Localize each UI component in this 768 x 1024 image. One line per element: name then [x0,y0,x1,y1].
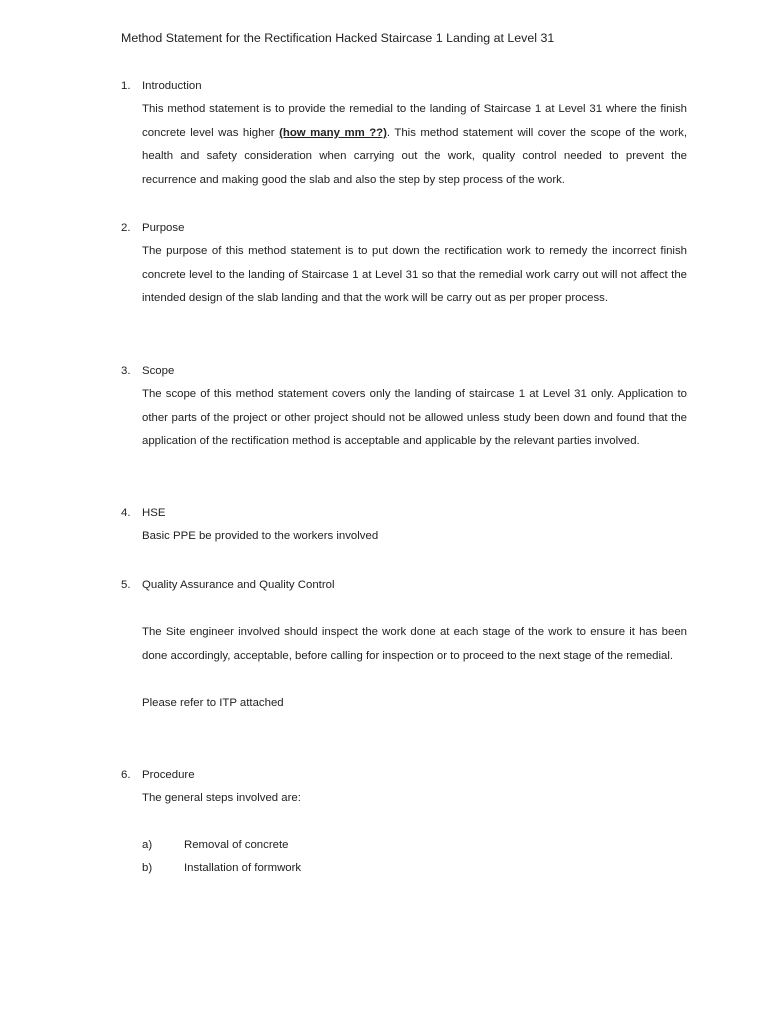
section-body [142,525,687,549]
section-heading [121,220,687,236]
purpose-paragraph: The purpose of this method statement is to put down the rectification work to remedy the incorrect finish concrete level to the landing of Staircase 1 at Level 31 so that the remedial work carry out will not affect the intended design of the slab landing and that the work will be carry out as per proper process. [142,245,687,305]
section-heading [121,78,687,94]
section-title: HSE [142,507,166,519]
hse-paragraph: Basic PPE be provided to the workers involved [142,530,379,542]
step-marker: a) [142,838,153,851]
procedure-step [142,857,687,881]
section-title: Quality Assurance and Quality Control [142,579,335,591]
quality-paragraph: The Site engineer involved should inspect the work done at each stage of the work to ensure it has been done accordingly, acceptable, before calling for inspection or to proceed to the next stage of the remedial. [142,626,687,662]
itp-reference: Please refer to ITP attached [142,696,284,709]
procedure-step [142,834,687,858]
section-number: 6. [121,769,131,781]
section-number: 4. [121,507,131,519]
section-quality [121,577,687,715]
section-title: Introduction [142,80,202,92]
procedure-steps [142,834,687,881]
section-number: 1. [121,80,131,92]
section-body [142,240,687,311]
section-heading [121,767,687,783]
procedure-intro: The general steps involved are: [142,792,301,804]
step-label: Installation of formwork [184,862,302,875]
intro-text-start: This method statement is to provide the remedial to the landing of Staircase 1 at Level 31 where the finish concrete level was higher [142,103,687,139]
section-title: Procedure [142,769,195,781]
section-heading [121,505,687,521]
document-title: Method Statement for the Rectification Hacked Staircase 1 Landing at Level 31 [121,31,555,45]
introduction-paragraph [142,98,687,192]
section-scope [121,363,687,454]
section-heading [121,363,687,379]
paragraph-gap [142,668,687,692]
intro-text-end: . This method statement will cover the scope of the work, health and safety consideration when carrying out the work, quality control needed to prevent the recurrence and making good the slab and also the step by step process of the work. [142,126,687,186]
section-heading [121,577,687,593]
section-number: 2. [121,222,131,234]
section-procedure [121,767,687,881]
section-hse [121,505,687,549]
section-body [142,787,687,811]
section-body [142,383,687,454]
section-title: Purpose [142,222,185,234]
section-number: 3. [121,365,131,377]
step-label: Removal of concrete [184,838,289,851]
step-marker: b) [142,862,153,875]
section-introduction [121,78,687,192]
section-title: Scope [142,365,175,377]
intro-emphasis: (how many mm ??) [279,126,387,139]
section-purpose [121,220,687,311]
section-body [142,98,687,192]
section-body [142,621,687,715]
section-number: 5. [121,579,131,591]
scope-paragraph: The scope of this method statement covers only the landing of staircase 1 at Level 31 only. Application to other parts of the project or other project should not be allowed unless study been down and found that the application of the rectification method is acceptable and applicable by the relevant parties involved. [142,388,687,448]
